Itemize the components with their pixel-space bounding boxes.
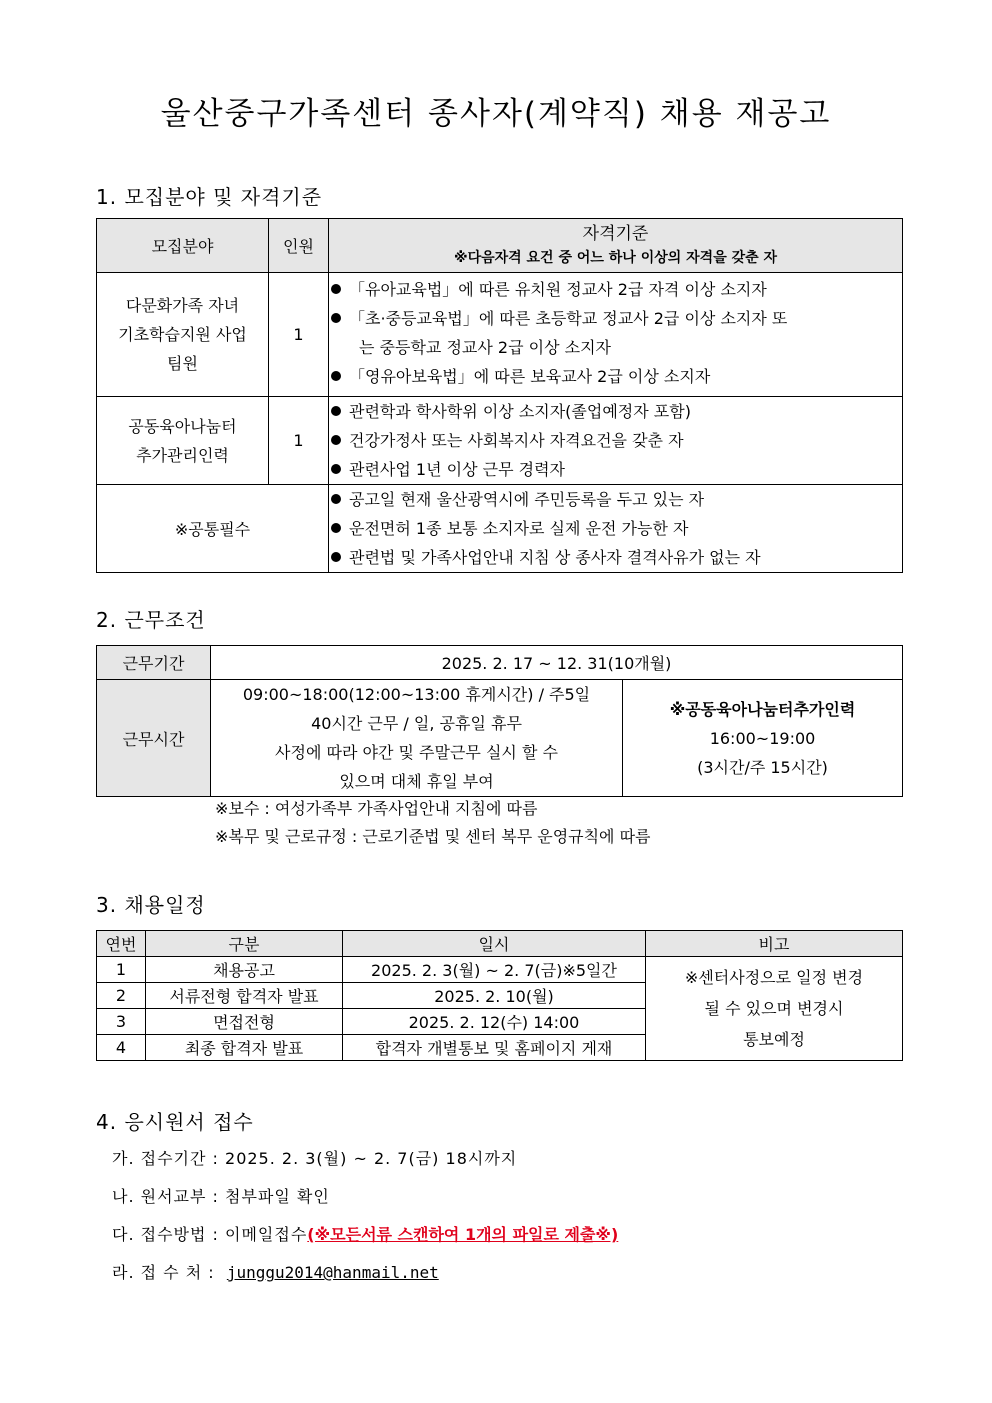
bullet-icon xyxy=(331,494,341,504)
row-type: 채용공고 xyxy=(146,957,343,983)
remark-line: 통보예정 xyxy=(743,1030,805,1049)
row-type: 최종 합격자 발표 xyxy=(146,1035,343,1061)
place-text: 라. 접 수 처 : xyxy=(112,1263,215,1282)
header-field: 모집분야 xyxy=(97,219,269,273)
criteria-cell xyxy=(329,273,903,397)
criteria-item xyxy=(331,362,900,391)
extra-time: 16:00~19:00 xyxy=(709,728,816,748)
page-title: 울산중구가족센터 종사자(계약직) 채용 재공고 xyxy=(160,96,832,132)
row-date: 2025. 2. 12(수) 14:00 xyxy=(343,1009,646,1035)
criteria-text: 공고일 현재 울산광역시에 주민등록을 두고 있는 자 xyxy=(349,490,705,509)
bullet-icon xyxy=(331,552,341,562)
period-label: 근무기간 xyxy=(97,646,211,680)
row-type: 면접전형 xyxy=(146,1009,343,1035)
extra-title: ※공동육아나눔터추가인력 xyxy=(669,699,856,719)
criteria-item xyxy=(331,275,900,304)
row-type: 서류전형 합격자 발표 xyxy=(146,983,343,1009)
section2-heading: 2. 근무조건 xyxy=(96,608,206,632)
table-row xyxy=(97,273,903,397)
header-type: 구분 xyxy=(146,931,343,957)
criteria-text: 관련사업 1년 이상 근무 경력자 xyxy=(349,460,565,479)
work-conditions-table xyxy=(96,645,903,797)
remark-line: ※센터사정으로 일정 변경 xyxy=(684,968,864,987)
field-cell xyxy=(97,273,269,397)
criteria-item xyxy=(331,304,900,333)
remark-cell xyxy=(646,957,903,1061)
table-header-row xyxy=(97,931,903,957)
criteria-text: 관련학과 학사학위 이상 소지자(졸업예정자 포함) xyxy=(349,402,691,421)
header-count: 인원 xyxy=(269,219,329,273)
qualification-table xyxy=(96,218,903,573)
bullet-icon xyxy=(331,313,341,323)
criteria-item xyxy=(331,514,900,543)
header-date: 일시 xyxy=(343,931,646,957)
bullet-icon xyxy=(331,523,341,533)
extra-hours xyxy=(623,680,903,797)
table-row xyxy=(97,397,903,485)
method-text: 다. 접수방법 : 이메일접수 xyxy=(112,1225,308,1244)
criteria-item xyxy=(331,543,900,572)
field-line: 기초학습지원 사업 xyxy=(118,325,247,344)
criteria-text: 운전면허 1종 보통 소지자로 실제 운전 가능한 자 xyxy=(349,519,689,538)
row-date: 합격자 개별통보 및 홈페이지 게재 xyxy=(343,1035,646,1061)
field-line: 팀원 xyxy=(167,354,198,373)
hours-line: 사정에 따라 야간 및 주말근무 실시 할 수 xyxy=(275,743,558,762)
application-place xyxy=(112,1260,439,1283)
criteria-cell xyxy=(329,397,903,485)
criteria-text: 「초·중등교육법」에 따른 초등학교 정교사 2급 이상 소지자 또 xyxy=(349,309,788,328)
criteria-title: 자격기준 xyxy=(582,223,649,244)
section3-heading: 3. 채용일정 xyxy=(96,893,206,917)
hours-value xyxy=(211,680,623,797)
hours-line: 있으며 대체 휴일 부여 xyxy=(339,772,494,791)
extra-week: (3시간/주 15시간) xyxy=(697,757,828,777)
row-no: 4 xyxy=(97,1035,146,1061)
criteria-item xyxy=(331,455,900,484)
field-line: 추가관리인력 xyxy=(136,445,229,465)
bullet-icon xyxy=(331,371,341,381)
application-method xyxy=(112,1222,618,1245)
criteria-item xyxy=(331,426,900,455)
section1-heading: 1. 모집분야 및 자격기준 xyxy=(96,185,323,209)
header-remark: 비고 xyxy=(646,931,903,957)
header-no: 연번 xyxy=(97,931,146,957)
criteria-item xyxy=(331,397,900,426)
criteria-text: 관련법 및 가족사업안내 지침 상 종사자 결격사유가 없는 자 xyxy=(349,548,761,567)
table-row xyxy=(97,646,903,680)
count-cell: 1 xyxy=(269,273,329,397)
table-row xyxy=(97,680,903,797)
bullet-icon xyxy=(331,435,341,445)
hours-label: 근무시간 xyxy=(97,680,211,797)
period-value: 2025. 2. 17 ~ 12. 31(10개월) xyxy=(211,646,903,680)
criteria-text: 「영유아보육법」에 따른 보육교사 2급 이상 소지자 xyxy=(349,367,711,386)
field-line: 다문화가족 자녀 xyxy=(125,296,240,315)
header-criteria xyxy=(329,219,903,273)
email-link[interactable]: junggu2014@hanmail.net xyxy=(226,1263,439,1282)
method-emphasis: (※모든서류 스캔하여 1개의 파일로 제출※) xyxy=(307,1225,619,1244)
row-no: 3 xyxy=(97,1009,146,1035)
hours-line: 40시간 근무 / 일, 공휴일 휴무 xyxy=(311,714,522,733)
rules-note: ※복무 및 근로규정 : 근로기준법 및 센터 복무 운영규칙에 따름 xyxy=(215,827,651,846)
remark-line: 될 수 있으며 변경시 xyxy=(704,999,844,1018)
criteria-note: ※다음자격 요건 중 어느 하나 이상의 자격을 갖춘 자 xyxy=(453,249,778,266)
application-period: 가. 접수기간 : 2025. 2. 3(월) ~ 2. 7(금) 18시까지 xyxy=(112,1149,518,1168)
hours-line: 09:00~18:00(12:00~13:00 휴게시간) / 주5일 xyxy=(242,685,591,704)
criteria-text: 「유아교육법」에 따른 유치원 정교사 2급 자격 이상 소지자 xyxy=(349,280,767,299)
bullet-icon xyxy=(331,406,341,416)
criteria-text: 건강가정사 또는 사회복지사 자격요건을 갖춘 자 xyxy=(349,431,684,450)
pay-note: ※보수 : 여성가족부 가족사업안내 지침에 따름 xyxy=(215,799,538,818)
table-row xyxy=(97,957,903,983)
application-form: 나. 원서교부 : 첨부파일 확인 xyxy=(112,1187,330,1206)
field-cell xyxy=(97,397,269,485)
count-cell: 1 xyxy=(269,397,329,485)
criteria-item-continued: 는 중등학교 정교사 2급 이상 소지자 xyxy=(359,338,611,357)
table-row xyxy=(97,485,903,573)
criteria-cell xyxy=(329,485,903,573)
bullet-icon xyxy=(331,464,341,474)
common-label: ※공통필수 xyxy=(97,485,329,573)
field-line: 공동육아나눔터 xyxy=(128,416,237,436)
section4-heading: 4. 응시원서 접수 xyxy=(96,1110,254,1134)
schedule-table xyxy=(96,930,903,1061)
bullet-icon xyxy=(331,284,341,294)
criteria-item xyxy=(331,485,900,514)
row-date: 2025. 2. 3(월) ~ 2. 7(금)※5일간 xyxy=(343,957,646,983)
row-no: 2 xyxy=(97,983,146,1009)
row-date: 2025. 2. 10(월) xyxy=(343,983,646,1009)
row-no: 1 xyxy=(97,957,146,983)
